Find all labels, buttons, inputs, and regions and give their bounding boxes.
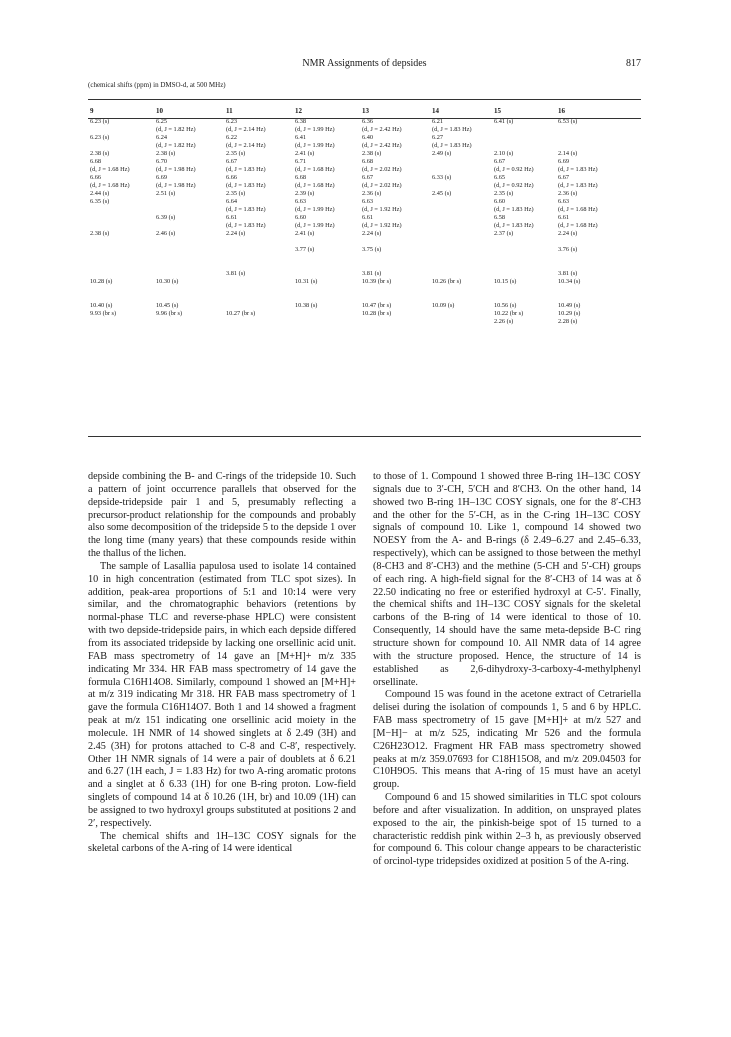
- table-cell: [492, 126, 556, 134]
- table-cell: [293, 318, 360, 326]
- table-cell: [556, 286, 641, 294]
- table-cell: 6.68: [362, 158, 374, 165]
- table-cell: 6.71: [295, 158, 307, 165]
- table-cell: [88, 126, 154, 134]
- nmr-table: [88, 103, 641, 326]
- table-cell: [293, 238, 360, 246]
- body-column-right: [373, 471, 641, 869]
- table-cell: 2.24 (s): [558, 230, 578, 237]
- table-cell: [154, 286, 224, 294]
- table-cell: 6.69: [558, 158, 570, 165]
- table-cell: 6.22: [226, 134, 238, 141]
- table-cell: 10.28 (br s): [362, 310, 392, 317]
- table-row: [88, 246, 641, 254]
- table-cell: [492, 246, 556, 254]
- table-row: [88, 310, 641, 318]
- table-cell: 9.96 (br s): [156, 310, 183, 317]
- table-cell: 6.23 (s): [90, 134, 110, 141]
- table-cell: 10.30 (s): [156, 278, 179, 285]
- table-cell: 2.46 (s): [156, 230, 176, 237]
- table-cell: [88, 270, 154, 278]
- table-cell: (d, J = 1.83 Hz): [226, 166, 266, 173]
- table-cell: [224, 254, 293, 262]
- table-cell: [154, 318, 224, 326]
- table-cell: (d, J = 1.68 Hz): [90, 166, 130, 173]
- table-row: [88, 206, 641, 214]
- table-cell: (d, J = 1.83 Hz): [226, 222, 266, 229]
- table-cell: [224, 278, 293, 286]
- body-paragraph: The sample of Lasallia papulosa used to isolate 14 contained 10 in high concentration (estimated from TLC spot sizes). In addition, peak-area proportions of 5:1 and 10:14 were very similar, and the chromatographic behaviors (retentions by normal-phase TLC and reverse-phase HPLC) were consistent with two depside-tridepside pairs, in which each depside differed from its associated tridepside by lacking one orsellinic acid unit. FAB mass spectrometry of 14 gave an [M+H]+ m/z 335 indicating Mr 334. HR FAB mass spectrometry of 14 gave the formula C16H14O8. Similarly, compound 1 showed an [M+H]+ at m/z 319 indicating Mr 318. HR FAB mass spectrometry of 1 gave the formula C16H14O7. Both 1 and 14 showed a fragment peak at m/z 151 indicating one orsellinic acid moiety in the molecule. 1H NMR of 14 showed singlets at δ 2.49 (3H) and 2.45 (3H) for protons attached to C-8 and C-8′, respectively. Other 1H NMR signals of 14 were a pair of doublets at δ 6.21 and 6.27 (1H each, J = 1.83 Hz) for two A-ring aromatic protons and a singlet at δ 6.33 (1H) for one B-ring proton. Low-field singlets of compound 14 at δ 10.26 (1H, br) and 10.09 (1H) can be assigned to two hydroxyl groups substituted at positions 2 and 2′, respectively.: [88, 560, 356, 829]
- table-cell: 6.23: [226, 118, 238, 125]
- page-number: 817: [626, 58, 641, 69]
- table-cell: [88, 318, 154, 326]
- column-header: 9: [90, 106, 94, 115]
- table-cell: 3.81 (s): [362, 270, 382, 277]
- table-cell: 10.22 (br s): [494, 310, 524, 317]
- table-cell: [430, 254, 492, 262]
- table-cell: 6.60: [295, 214, 307, 221]
- table-cell: [224, 302, 293, 310]
- table-cell: 6.53 (s): [558, 118, 578, 125]
- table-cell: 6.39 (s): [156, 214, 176, 221]
- table-cell: 6.40: [362, 134, 374, 141]
- table-cell: 10.47 (br s): [362, 302, 392, 309]
- table-row: [88, 270, 641, 278]
- table-cell: [88, 142, 154, 150]
- table-cell: [224, 294, 293, 302]
- table-cell: 10.39 (br s): [362, 278, 392, 285]
- table-cell: 10.26 (br s): [432, 278, 462, 285]
- table-cell: (d, J = 1.83 Hz): [226, 182, 266, 189]
- table-cell: [88, 214, 154, 222]
- table-cell: (d, J = 2.14 Hz): [226, 126, 266, 133]
- table-cell: 3.76 (s): [558, 246, 578, 253]
- column-header: 15: [494, 106, 501, 115]
- table-cell: [88, 222, 154, 230]
- table-cell: 2.41 (s): [295, 150, 315, 157]
- table-cell: (d, J = 1.98 Hz): [156, 182, 196, 189]
- table-cell: 10.49 (s): [558, 302, 581, 309]
- table-cell: [556, 254, 641, 262]
- table-cell: [430, 182, 492, 190]
- table-row: [88, 262, 641, 270]
- table-cell: [360, 262, 430, 270]
- table-cell: [492, 286, 556, 294]
- table-cell: [492, 262, 556, 270]
- table-row: [88, 278, 641, 286]
- table-cell: 2.38 (s): [362, 150, 382, 157]
- table-cell: 6.21: [432, 118, 444, 125]
- table-cell: [360, 238, 430, 246]
- table-cell: [430, 230, 492, 238]
- table-cell: (d, J = 0.92 Hz): [494, 166, 534, 173]
- table-cell: (d, J = 1.83 Hz): [494, 206, 534, 213]
- table-cell: [88, 286, 154, 294]
- table-cell: [154, 262, 224, 270]
- table-cell: 6.61: [226, 214, 238, 221]
- table-cell: [360, 294, 430, 302]
- table-cell: 2.26 (s): [494, 318, 514, 325]
- table-cell: 6.67: [494, 158, 506, 165]
- table-cell: 6.63: [558, 198, 570, 205]
- table-cell: [430, 270, 492, 278]
- table-cell: (d, J = 1.68 Hz): [558, 206, 598, 213]
- table-cell: [430, 310, 492, 318]
- table-cell: 6.68: [295, 174, 307, 181]
- table-cell: 10.38 (s): [295, 302, 318, 309]
- table-cell: [224, 238, 293, 246]
- table-cell: 2.24 (s): [362, 230, 382, 237]
- table-cell: 6.64: [226, 198, 238, 205]
- table-cell: [154, 246, 224, 254]
- table-cell: 10.31 (s): [295, 278, 318, 285]
- table-cell: 6.60: [494, 198, 506, 205]
- table-cell: [556, 142, 641, 150]
- table-cell: (d, J = 1.68 Hz): [295, 182, 335, 189]
- table-cell: (d, J = 2.42 Hz): [362, 126, 402, 133]
- table-cell: [224, 262, 293, 270]
- table-cell: [224, 246, 293, 254]
- table-cell: (d, J = 1.99 Hz): [295, 222, 335, 229]
- table-cell: [492, 134, 556, 142]
- table-row: [88, 150, 641, 158]
- table-cell: (d, J = 2.42 Hz): [362, 142, 402, 149]
- table-cell: [293, 286, 360, 294]
- table-cell: [430, 294, 492, 302]
- table-cell: [556, 294, 641, 302]
- table-cell: 3.77 (s): [295, 246, 315, 253]
- table-cell: 10.09 (s): [432, 302, 455, 309]
- table-row: [88, 134, 641, 142]
- table-cell: (d, J = 1.98 Hz): [156, 166, 196, 173]
- table-row: [88, 182, 641, 190]
- table-cell: 2.51 (s): [156, 190, 176, 197]
- body-paragraph: Compound 6 and 15 showed similarities in TLC spot colours before and after visualization. In addition, on unsprayed plates exposed to the air, the pinkish-beige spot of 15 turned to a characteristic reddish pink within 2–3 h, as previously observed for compound 6. This colour change appears to be characteristic of orcinol-type tridepsides oxidized at position 5 of the A-ring.: [373, 792, 641, 868]
- table-cell: 6.38: [295, 118, 307, 125]
- table-cell: [154, 294, 224, 302]
- table-row: [88, 126, 641, 134]
- table-cell: [430, 222, 492, 230]
- table-row: [88, 214, 641, 222]
- table-cell: [430, 198, 492, 206]
- table-row: [88, 174, 641, 182]
- body-paragraph: Compound 15 was found in the acetone extract of Cetrariella delisei during the isolation of compounds 1, 5 and 6 by HPLC. FAB mass spectrometry of 15 gave [M+H]+ at m/z 527 and [M−H]− at m/z 525, indicating Mr 526 and the formula C26H23O12. Fragment HR FAB mass spectrometry showed peaks at m/z 359.07693 for C18H15O8, and m/z 209.04503 for C10H9O5. This means that A-ring of 15 must have an acetyl group.: [373, 689, 641, 791]
- table-cell: [293, 310, 360, 318]
- table-cell: [430, 166, 492, 174]
- table-cell: 6.35 (s): [90, 198, 110, 205]
- table-cell: 6.41: [295, 134, 307, 141]
- table-cell: 6.66: [226, 174, 238, 181]
- table-body: [88, 118, 641, 326]
- table-cell: 6.67: [226, 158, 238, 165]
- running-title: NMR Assignments of depsides: [302, 58, 427, 69]
- table-cell: [556, 134, 641, 142]
- table-cell: [88, 238, 154, 246]
- table-cell: 3.81 (s): [226, 270, 246, 277]
- table-cell: [492, 142, 556, 150]
- table-cell: 2.24 (s): [226, 230, 246, 237]
- table-cell: 6.61: [362, 214, 374, 221]
- table-cell: (d, J = 1.83 Hz): [432, 142, 472, 149]
- table-cell: 6.63: [295, 198, 307, 205]
- table-cell: (d, J = 1.68 Hz): [558, 222, 598, 229]
- table-cell: 10.45 (s): [156, 302, 179, 309]
- table-row: [88, 286, 641, 294]
- table-cell: 2.45 (s): [432, 190, 452, 197]
- table-cell: 6.66: [90, 174, 102, 181]
- table-cell: 2.36 (s): [362, 190, 382, 197]
- table-cell: [224, 286, 293, 294]
- column-header: 16: [558, 106, 565, 115]
- body-column-left: [88, 471, 356, 856]
- table-cell: 10.15 (s): [494, 278, 517, 285]
- table-cell: (d, J = 1.83 Hz): [558, 182, 598, 189]
- table-cell: 6.61: [558, 214, 570, 221]
- table-cell: 2.38 (s): [156, 150, 176, 157]
- body-paragraph: to those of 1. Compound 1 showed three B-ring 1H–13C COSY signals due to 3′-CH, 5′CH and 8′CH3. On the other hand, 14 showed two B-ring 1H–13C COSY signals, one for the 8′-CH3 and the other for the 5′-CH, as in the C-ring 1H–13C COSY signals of compound 10. Like 1, compound 14 showed two NOESY from the A- and B-rings (δ 2.49–6.27 and 2.45–6.33, respectively), which can be assigned to those between the methyl (8-CH3 and 8′-CH3) and the methine (5-CH and 5′-CH) groups of each ring. A high-field signal for the 8′-CH3 of 14 was at δ 22.50 indicating no free or esterified hydroxyl at C-5′. Finally, the chemical shifts and 1H–13C COSY signals for the skeletal carbons of the B-ring of 14 were identical to those of 10. Consequently, 14 should have the same meta-depside B-C ring structure shown for compound 10. All NMR data of 14 agree with the structure proposed. Hence, the structure of 14 is established as 2,6-dihydroxy-3-carboxy-4-methylphenyl orsellinate.: [373, 471, 641, 688]
- table-cell: 10.27 (br s): [226, 310, 256, 317]
- table-cell: [430, 214, 492, 222]
- table-cell: [293, 262, 360, 270]
- table-cell: 2.39 (s): [295, 190, 315, 197]
- table-cell: [154, 198, 224, 206]
- table-cell: 2.14 (s): [558, 150, 578, 157]
- header-row: [88, 103, 641, 118]
- table-cell: [88, 206, 154, 214]
- column-header: 13: [362, 106, 369, 115]
- body-paragraph: The chemical shifts and 1H–13C COSY signals for the skeletal carbons of the A-ring of 14 were identical: [88, 830, 356, 855]
- table-cell: 6.41 (s): [494, 118, 514, 125]
- table-cell: (d, J = 2.14 Hz): [226, 142, 266, 149]
- table-caption: (chemical shifts (ppm) in DMSO-d, at 500 MHz): [88, 81, 226, 89]
- table-cell: [492, 254, 556, 262]
- table-cell: [88, 262, 154, 270]
- table-cell: 6.65: [494, 174, 506, 181]
- table-row: [88, 238, 641, 246]
- table-bottom-rule: [88, 436, 641, 437]
- table-cell: 10.29 (s): [558, 310, 581, 317]
- table-row: [88, 294, 641, 302]
- table-cell: [492, 270, 556, 278]
- table-cell: (d, J = 1.83 Hz): [494, 222, 534, 229]
- table-cell: [556, 238, 641, 246]
- table-cell: 6.67: [362, 174, 374, 181]
- body-paragraph: depside combining the B- and C-rings of the tridepside 10. Such a pattern of joint occurrence parallels that observed for the depside-tridepside pair 1 and 5, presumably reflecting a precursor-product relationship for the compounds and probably also some decomposition of the tridepside 5 to the depside 1 over the long time (many years) that these compounds reside within the thallus of the lichen.: [88, 471, 356, 560]
- table-row: [88, 198, 641, 206]
- table-cell: 6.68: [90, 158, 102, 165]
- table-cell: 6.63: [362, 198, 374, 205]
- table-cell: 2.28 (s): [558, 318, 578, 325]
- table-row: [88, 118, 641, 126]
- table-cell: [154, 206, 224, 214]
- table-cell: (d, J = 1.82 Hz): [156, 126, 196, 133]
- table-cell: [360, 254, 430, 262]
- table-head: [88, 103, 641, 118]
- table-cell: (d, J = 2.02 Hz): [362, 182, 402, 189]
- table-cell: [360, 318, 430, 326]
- table-cell: [430, 262, 492, 270]
- table-cell: [360, 286, 430, 294]
- table-cell: [154, 238, 224, 246]
- table-cell: 2.49 (s): [432, 150, 452, 157]
- table-cell: 2.36 (s): [558, 190, 578, 197]
- table-cell: [293, 254, 360, 262]
- table-cell: [154, 222, 224, 230]
- table-cell: 2.10 (s): [494, 150, 514, 157]
- table-cell: (d, J = 1.68 Hz): [295, 166, 335, 173]
- table-row: [88, 158, 641, 166]
- table-cell: [556, 262, 641, 270]
- table-cell: 2.38 (s): [90, 150, 110, 157]
- table-row: [88, 318, 641, 326]
- table-cell: (d, J = 2.02 Hz): [362, 166, 402, 173]
- table-top-rule: [88, 99, 641, 100]
- table-cell: 6.33 (s): [432, 174, 452, 181]
- table-cell: (d, J = 1.82 Hz): [156, 142, 196, 149]
- table-cell: 9.93 (br s): [90, 310, 117, 317]
- table-cell: 6.58: [494, 214, 506, 221]
- table-cell: (d, J = 1.99 Hz): [295, 206, 335, 213]
- table-cell: [430, 318, 492, 326]
- table-cell: 3.75 (s): [362, 246, 382, 253]
- column-header: 14: [432, 106, 439, 115]
- table-cell: 6.36: [362, 118, 374, 125]
- table-cell: (d, J = 1.99 Hz): [295, 142, 335, 149]
- table-cell: [88, 246, 154, 254]
- table-row: [88, 230, 641, 238]
- table-row: [88, 166, 641, 174]
- table-row: [88, 142, 641, 150]
- table-row: [88, 302, 641, 310]
- table-cell: 2.38 (s): [90, 230, 110, 237]
- table-cell: (d, J = 1.68 Hz): [90, 182, 130, 189]
- table-cell: [430, 286, 492, 294]
- running-header: [88, 58, 641, 72]
- table-cell: [556, 126, 641, 134]
- table-row: [88, 190, 641, 198]
- table-cell: [430, 206, 492, 214]
- table-cell: [154, 254, 224, 262]
- table-cell: 6.27: [432, 134, 444, 141]
- column-header: 12: [295, 106, 302, 115]
- table-cell: (d, J = 1.99 Hz): [295, 126, 335, 133]
- table-cell: 10.40 (s): [90, 302, 113, 309]
- table-cell: 10.56 (s): [494, 302, 517, 309]
- table-cell: [293, 270, 360, 278]
- table-cell: [88, 294, 154, 302]
- table-cell: 2.35 (s): [226, 190, 246, 197]
- column-header: 11: [226, 106, 233, 115]
- table-cell: 2.37 (s): [494, 230, 514, 237]
- table-cell: 6.25: [156, 118, 168, 125]
- table-cell: [492, 238, 556, 246]
- table-cell: 6.23 (s): [90, 118, 110, 125]
- column-header: 10: [156, 106, 163, 115]
- table-cell: (d, J = 1.83 Hz): [432, 126, 472, 133]
- table-cell: 6.69: [156, 174, 168, 181]
- table-cell: [430, 238, 492, 246]
- table-cell: 2.35 (s): [226, 150, 246, 157]
- table-cell: 6.24: [156, 134, 168, 141]
- table-cell: 2.41 (s): [295, 230, 315, 237]
- table-cell: 2.35 (s): [494, 190, 514, 197]
- table-cell: [154, 270, 224, 278]
- table-row: [88, 254, 641, 262]
- table-cell: [88, 254, 154, 262]
- table-cell: [293, 294, 360, 302]
- table-cell: 6.70: [156, 158, 168, 165]
- table-cell: 6.67: [558, 174, 570, 181]
- table-row: [88, 222, 641, 230]
- table-cell: (d, J = 1.92 Hz): [362, 206, 402, 213]
- table-cell: (d, J = 1.92 Hz): [362, 222, 402, 229]
- table-cell: 3.81 (s): [558, 270, 578, 277]
- table-cell: [492, 294, 556, 302]
- table-cell: [430, 158, 492, 166]
- table-cell: 2.44 (s): [90, 190, 110, 197]
- table-cell: 10.28 (s): [90, 278, 113, 285]
- table-cell: 10.34 (s): [558, 278, 581, 285]
- table-cell: (d, J = 0.92 Hz): [494, 182, 534, 189]
- table-cell: [430, 246, 492, 254]
- table-cell: [224, 318, 293, 326]
- table-cell: (d, J = 1.83 Hz): [558, 166, 598, 173]
- table-cell: (d, J = 1.83 Hz): [226, 206, 266, 213]
